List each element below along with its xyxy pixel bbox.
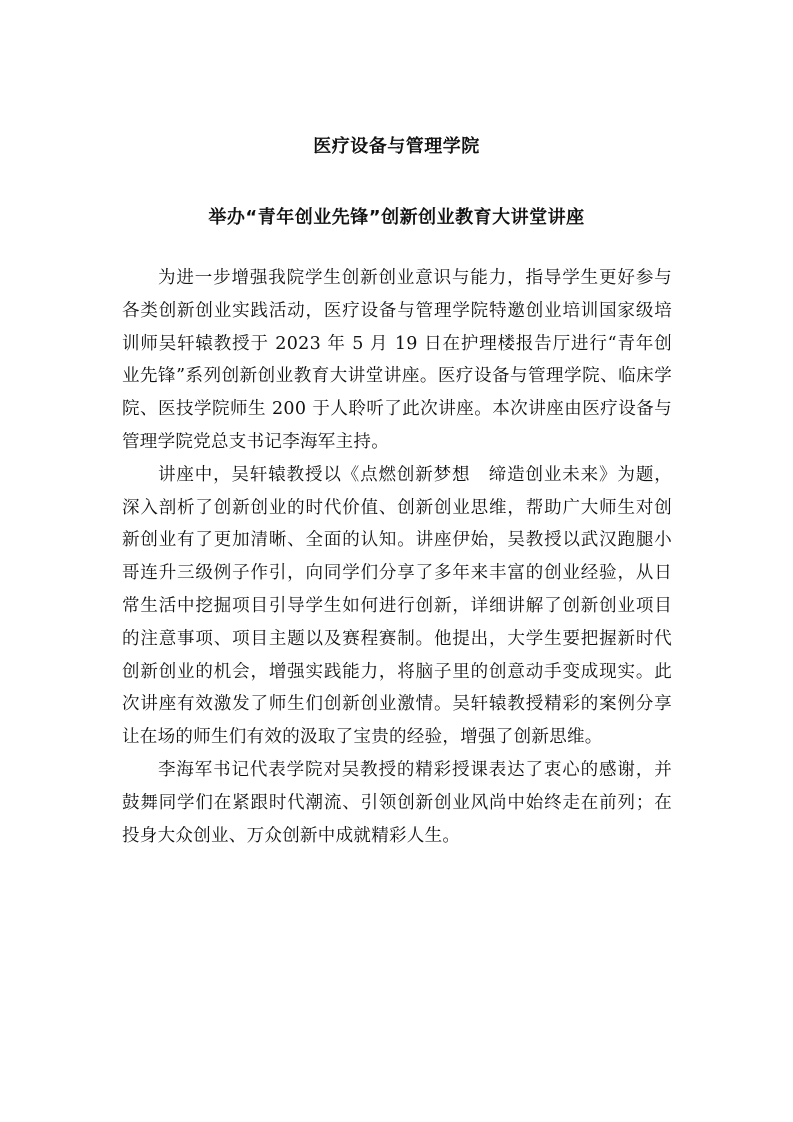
article-title: 举办“青年创业先锋”创新创业教育大讲堂讲座 [208, 207, 585, 228]
article-body [122, 262, 672, 852]
org-title: 医疗设备与管理学院 [313, 136, 480, 157]
paragraph-intro: 为进一步增强我院学生创新创业意识与能力，指导学生更好参与各类创新创业实践活动，医疗设备与管理学院特邀创业培训国家级培训师吴轩辕教授于 2023 年 5 月 19 日在护理楼报告厅进行“青年创业先锋”系列创新创业教育大讲堂讲座。医疗设备与管理学院、临床学院、医技学院师生 200 于人聆听了此次讲座。本次讲座由医疗设备与管理学院党总支书记李海军主持。 [122, 268, 672, 452]
paragraph-closing: 李海军书记代表学院对吴教授的精彩授课表达了衷心的感谢，并鼓舞同学们在紧跟时代潮流、引领创新创业风尚中始终走在前列；在投身大众创业、万众创新中成就精彩人生。 [122, 759, 672, 846]
paragraph-lecture-content: 讲座中，吴轩辕教授以《点燃创新梦想 缔造创业未来》为题，深入剖析了创新创业的时代价值、创新创业思维，帮助广大师生对创新创业有了更加清晰、全面的认知。讲座伊始，吴教授以武汉跑腿小哥连升三级例子作引，向同学们分享了多年来丰富的创业经验，从日常生活中挖掘项目引导学生如何进行创新，详细讲解了创新创业项目的注意事项、项目主题以及赛程赛制。他提出，大学生要把握新时代创新创业的机会，增强实践能力，将脑子里的创意动手变成现实。此次讲座有效激发了师生们创新创业激情。吴轩辕教授精彩的案例分享让在场的师生们有效的汲取了宝贵的经验，增强了创新思维。 [122, 464, 672, 748]
